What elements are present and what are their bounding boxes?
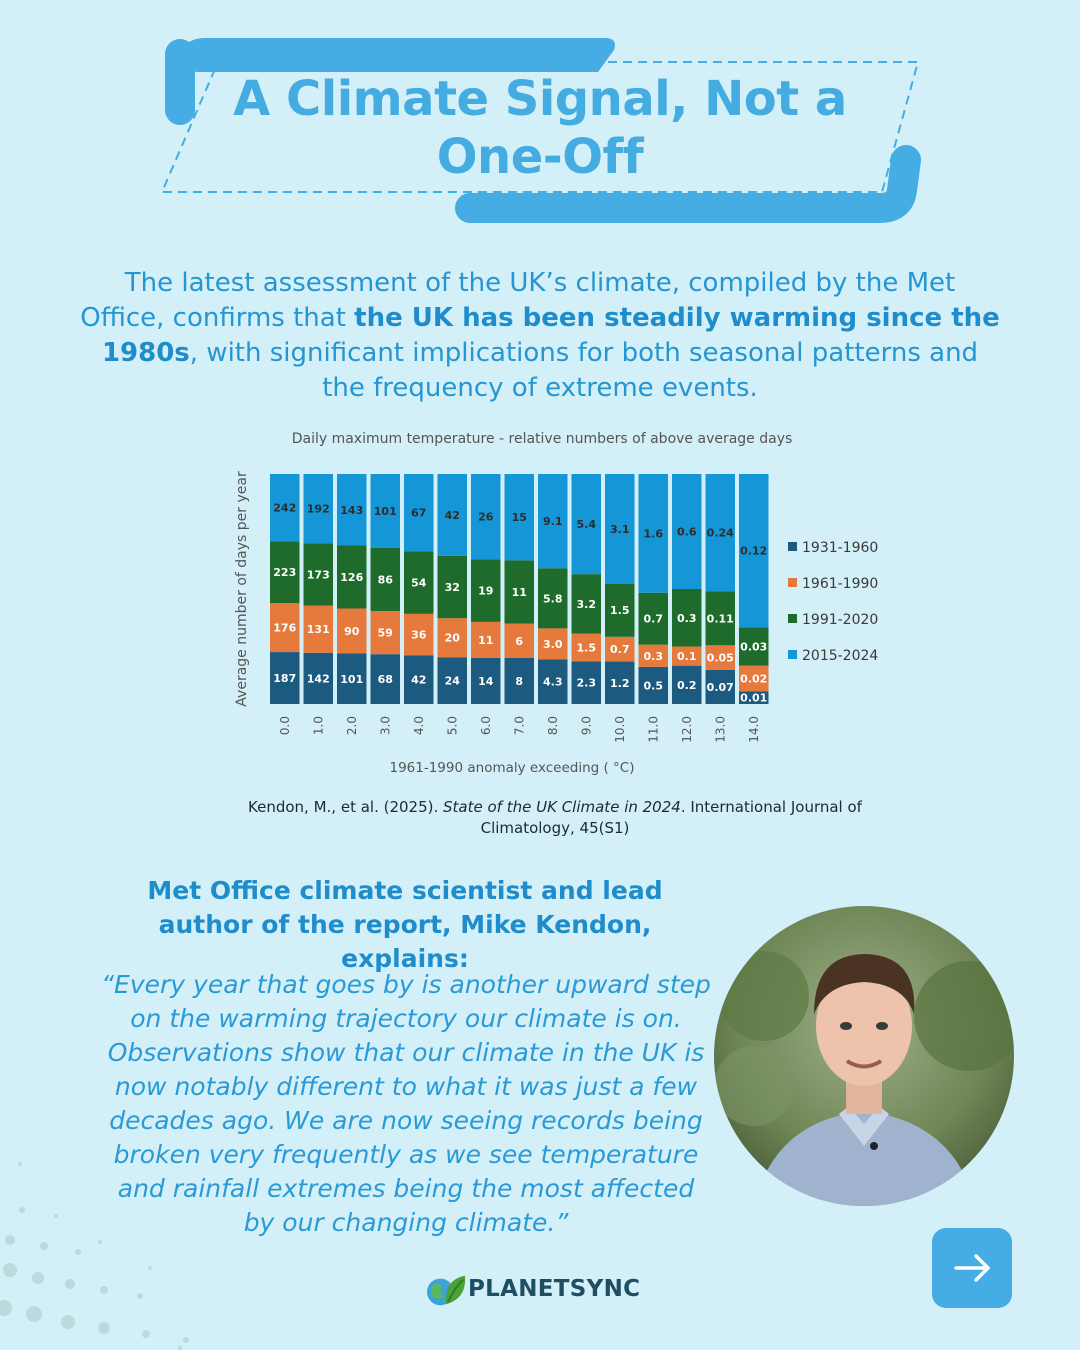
legend-label: 1991-2020	[802, 612, 879, 628]
x-tick-label: 1.0	[311, 716, 326, 736]
data-label: 223	[273, 566, 297, 580]
chart-xlabel: 1961-1990 anomaly exceeding ( °C)	[389, 760, 635, 776]
x-tick-label: 5.0	[445, 716, 460, 736]
data-label: 3.0	[543, 637, 563, 651]
data-label: 0.2	[677, 678, 697, 692]
data-label: 101	[373, 504, 397, 518]
data-label: 143	[340, 503, 364, 517]
data-label: 0.5	[643, 679, 663, 693]
data-label: 11	[478, 633, 494, 647]
data-label: 0.7	[643, 612, 663, 626]
planet-leaf-logo-icon	[424, 1272, 468, 1310]
legend-label: 1961-1990	[802, 576, 879, 592]
data-label: 42	[411, 673, 427, 687]
intro-text-1: The latest assessment of the UK’s climate, compiled by the Met Office, confirms that	[80, 268, 956, 333]
data-label: 0.02	[740, 672, 768, 686]
data-label: 19	[478, 584, 494, 598]
legend-swatch-1991-2020	[788, 614, 797, 623]
data-label: 24	[444, 674, 460, 688]
data-label: 42	[444, 508, 460, 522]
x-tick-label: 8.0	[545, 716, 560, 736]
data-label: 173	[306, 568, 330, 582]
data-label: 90	[344, 625, 360, 638]
data-label: 0.01	[740, 691, 768, 705]
data-label: 0.03	[740, 640, 768, 654]
x-tick-label: 7.0	[512, 716, 527, 736]
legend-label: 2015-2024	[802, 648, 879, 664]
x-tick-label: 6.0	[478, 716, 493, 736]
data-label: 68	[377, 673, 393, 687]
data-label: 8	[515, 675, 524, 688]
data-label: 0.3	[677, 611, 697, 625]
data-label: 1.2	[610, 676, 630, 690]
arrow-right-icon	[932, 1228, 1012, 1308]
intro-text-bold: the UK has been steadily warming since the 1980s	[101, 303, 1000, 368]
data-label: 0.7	[610, 643, 630, 657]
x-tick-label: 11.0	[646, 716, 661, 743]
quote-text: “Every year that goes by is another upward step on the warming trajectory our climate is on. Observations show that our climate in the UK is now notably different to what it was just a few decades ago. We are now seeing records being broken very frequently as we see temperature and rainfall extremes being the most affected by our changing climate.”	[101, 970, 711, 1237]
speaker-portrait	[714, 906, 1014, 1206]
quote-heading-colon: :	[458, 944, 469, 973]
data-label: 187	[273, 672, 297, 686]
legend-label: 1931-1960	[802, 540, 879, 556]
data-label: 26	[478, 510, 494, 524]
data-label: 192	[306, 502, 330, 516]
data-label: 0.05	[706, 651, 734, 665]
chart-ylabel: Average number of days per year	[234, 471, 250, 707]
next-button[interactable]	[932, 1228, 1012, 1308]
brand-name: PLANETSYNC	[468, 1276, 641, 1302]
citation-rest: . International Journal of Climatology, 45(S1)	[480, 798, 862, 837]
data-label: 20	[444, 631, 460, 645]
data-label: 1.6	[643, 527, 663, 541]
page-title	[200, 70, 880, 186]
data-label: 11	[511, 585, 527, 599]
quote-heading-bold: Met Office climate scientist and lead author of the report, Mike Kendon, explains	[147, 876, 663, 973]
intro-text-2: , with significant implications for both seasonal patterns and the frequency of extreme events.	[189, 338, 979, 403]
citation	[220, 797, 890, 839]
data-label: 14	[478, 675, 494, 688]
data-label: 0.3	[643, 649, 663, 663]
data-label: 5.4	[576, 518, 596, 532]
data-label: 242	[273, 501, 297, 515]
x-tick-label: 4.0	[411, 716, 426, 736]
data-label: 0.24	[706, 526, 734, 540]
data-label: 59	[377, 626, 393, 640]
citation-work: State of the UK Climate in 2024	[443, 798, 681, 816]
citation-authors: Kendon, M., et al. (2025).	[248, 798, 444, 816]
data-label: 32	[444, 581, 460, 595]
x-tick-label: 0.0	[277, 716, 292, 736]
x-tick-label: 13.0	[713, 716, 728, 743]
quote-heading	[100, 874, 710, 976]
data-label: 67	[411, 506, 427, 520]
data-label: 4.3	[543, 675, 563, 689]
data-label: 15	[511, 511, 527, 525]
legend-swatch-1931-1960	[788, 542, 797, 551]
data-label: 3.1	[610, 522, 630, 536]
data-label: 0.11	[706, 612, 734, 626]
x-tick-label: 9.0	[579, 716, 594, 736]
x-tick-label: 10.0	[612, 716, 627, 743]
data-label: 0.6	[677, 525, 697, 539]
data-label: 126	[340, 571, 364, 584]
intro-paragraph	[80, 266, 1000, 406]
data-label: 101	[340, 672, 364, 686]
decorative-dots	[0, 1150, 230, 1350]
data-label: 1.5	[610, 604, 630, 618]
data-label: 131	[306, 623, 330, 637]
x-tick-label: 12.0	[679, 716, 694, 743]
data-label: 5.8	[543, 592, 563, 606]
temperature-chart	[220, 420, 910, 780]
page-title-line2: One-Off	[436, 129, 644, 185]
data-label: 6	[515, 634, 524, 648]
data-label: 0.07	[706, 680, 734, 694]
x-tick-label: 2.0	[344, 716, 359, 736]
data-label: 0.12	[740, 544, 768, 558]
chart-title: Daily maximum temperature - relative numbers of above average days	[291, 431, 793, 447]
x-tick-label: 3.0	[378, 716, 393, 736]
data-label: 36	[411, 628, 427, 642]
legend-swatch-1961-1990	[788, 578, 797, 587]
page-title-line1: A Climate Signal, Not a	[233, 71, 847, 127]
data-label: 9.1	[543, 515, 563, 529]
data-label: 1.5	[576, 641, 596, 655]
data-label: 86	[377, 573, 393, 587]
data-label: 2.3	[576, 676, 596, 690]
data-label: 3.2	[576, 597, 596, 611]
legend-swatch-2015-2024	[788, 650, 797, 659]
data-label: 142	[306, 672, 330, 686]
x-tick-label: 14.0	[746, 716, 761, 743]
data-label: 54	[411, 576, 427, 590]
data-label: 176	[273, 621, 297, 635]
data-label: 0.1	[677, 650, 697, 664]
